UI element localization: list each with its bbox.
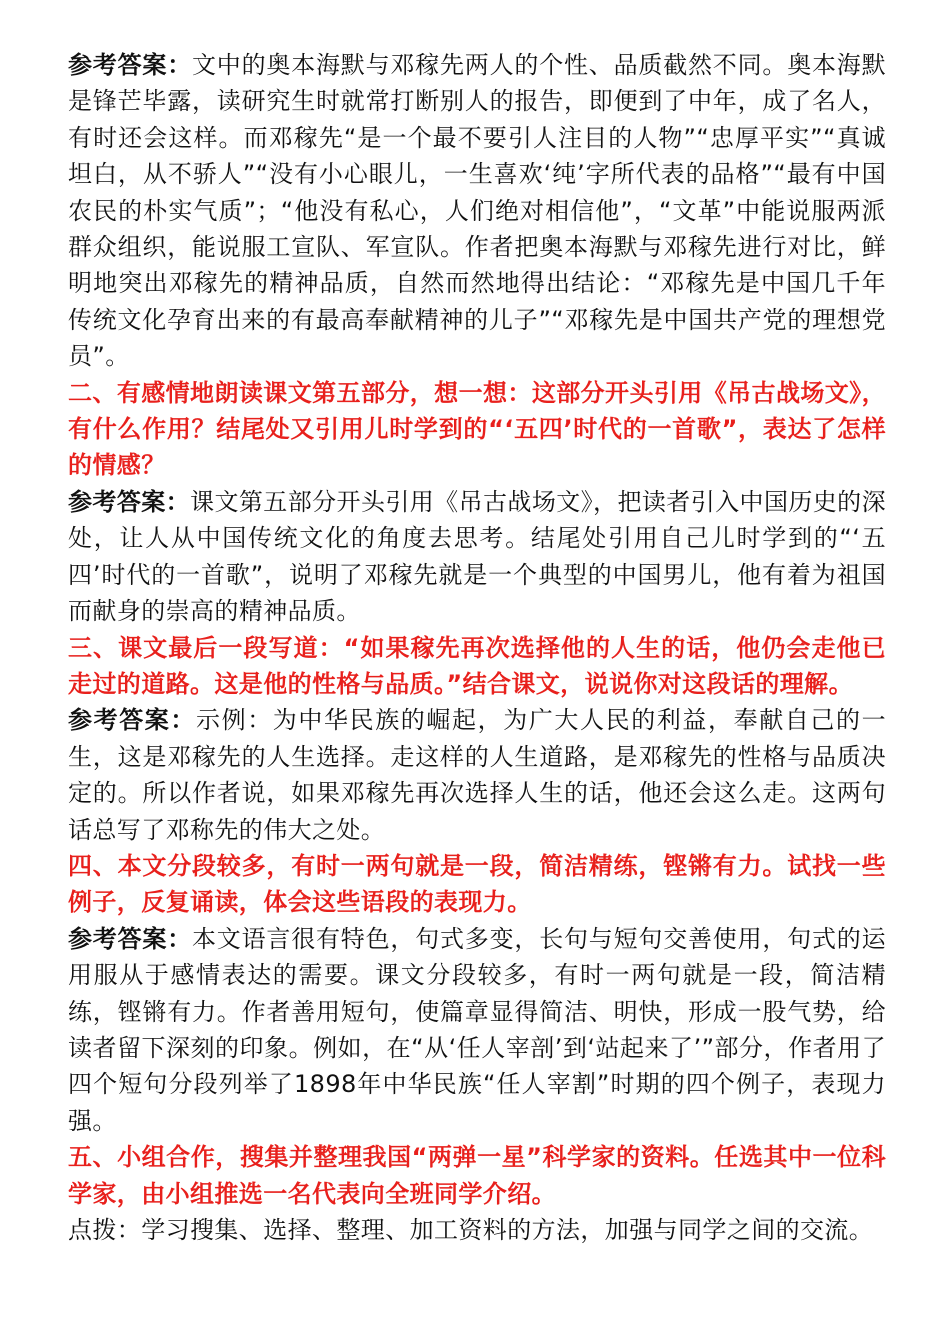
answer-paragraph-2 <box>68 484 886 630</box>
question-4: 四、本文分段较多，有时一两句就是一段，简洁精练，铿锵有力。试找一些例子，反复诵读，体会这些语段的表现力。 <box>68 851 886 917</box>
question-5: 五、小组合作，搜集并整理我国“两弹一星”科学家的资料。任选其中一位科学家，由小组推选一名代表向全班同学介绍。 <box>68 1143 886 1208</box>
answer-text: 课文第五部分开头引用《吊古战场文》，把读者引入中国历史的深处，让人从中国传统文化的角度去思考。结尾处引用自己儿时学到的“‘五四’时代的一首歌”，说明了邓稼先就是一个典型的中国男儿，他有着为祖国而献身的崇高的精神品质。 <box>68 487 886 626</box>
answer-text: 文中的奥本海默与邓稼先两人的个性、品质截然不同。奥本海默是锋芒毕露，读研究生时就常打断别人的报告，即便到了中年，成了名人，有时还会这样。而邓稼先“是一个最不要引人注目的人物”“忠厚平实”“真诚坦白，从不骄人”“没有小心眼儿，一生喜欢‘纯’字所代表的品格”“最有中国农民的朴实气质”；“他没有私心，人们绝对相信他”，“文革”中能说服两派群众组织，能说服工宣队、军宣队。作者把奥本海默与邓稼先进行对比，鲜明地突出邓稼先的精神品质，自然而然地得出结论：“邓稼先是中国几千年传统文化孕育出来的有最高奉献精神的儿子”“邓稼先是中国共产党的理想党员”。 <box>68 51 886 371</box>
answer-text: 示例：为中华民族的崛起，为广大人民的利益，奉献自己的一生，这是邓稼先的人生选择。走这样的人生道路，是邓稼先的性格与品质决定的。所以作者说，如果邓稼先再次选择人生的话，他还会这么走。这两句话总写了邓称先的伟大之处。 <box>68 706 886 844</box>
document-page <box>68 47 886 1248</box>
question-2: 二、有感情地朗读课文第五部分，想一想：这部分开头引用《吊古战场文》，有什么作用？结尾处又引用儿时学到的“‘五四’时代的一首歌”，表达了怎样的情感？ <box>68 378 886 480</box>
question-3: 三、课文最后一段写道：“如果稼先再次选择他的人生的话，他仍会走他已走过的道路。这是他的性格与品质。”结合课文，说说你对这段话的理解。 <box>68 633 886 698</box>
tip-paragraph: 点拨：学习搜集、选择、整理、加工资料的方法，加强与同学之间的交流。 <box>68 1216 874 1244</box>
answer-label: 参考答案： <box>68 924 192 953</box>
answer-label: 参考答案： <box>68 487 191 516</box>
answer-paragraph-3 <box>68 702 886 848</box>
answer-paragraph-4 <box>68 921 886 1139</box>
answer-label: 参考答案： <box>68 51 192 79</box>
answer-text: 本文语言很有特色，句式多变，长句与短句交善使用，句式的运用服从于感情表达的需要。课文分段较多，有时一两句就是一段，简洁精练，铿锵有力。作者善用短句，使篇章显得简洁、明快，形成一股气势，给读者留下深刻的印象。例如，在“从‘任人宰剖’到‘站起来了’”部分，作者用了四个短句分段列举了1898年中华民族“任人宰割”时期的四个例子，表现力强。 <box>68 924 886 1135</box>
answer-label: 参考答案： <box>68 706 196 735</box>
answer-paragraph-1 <box>68 47 886 375</box>
